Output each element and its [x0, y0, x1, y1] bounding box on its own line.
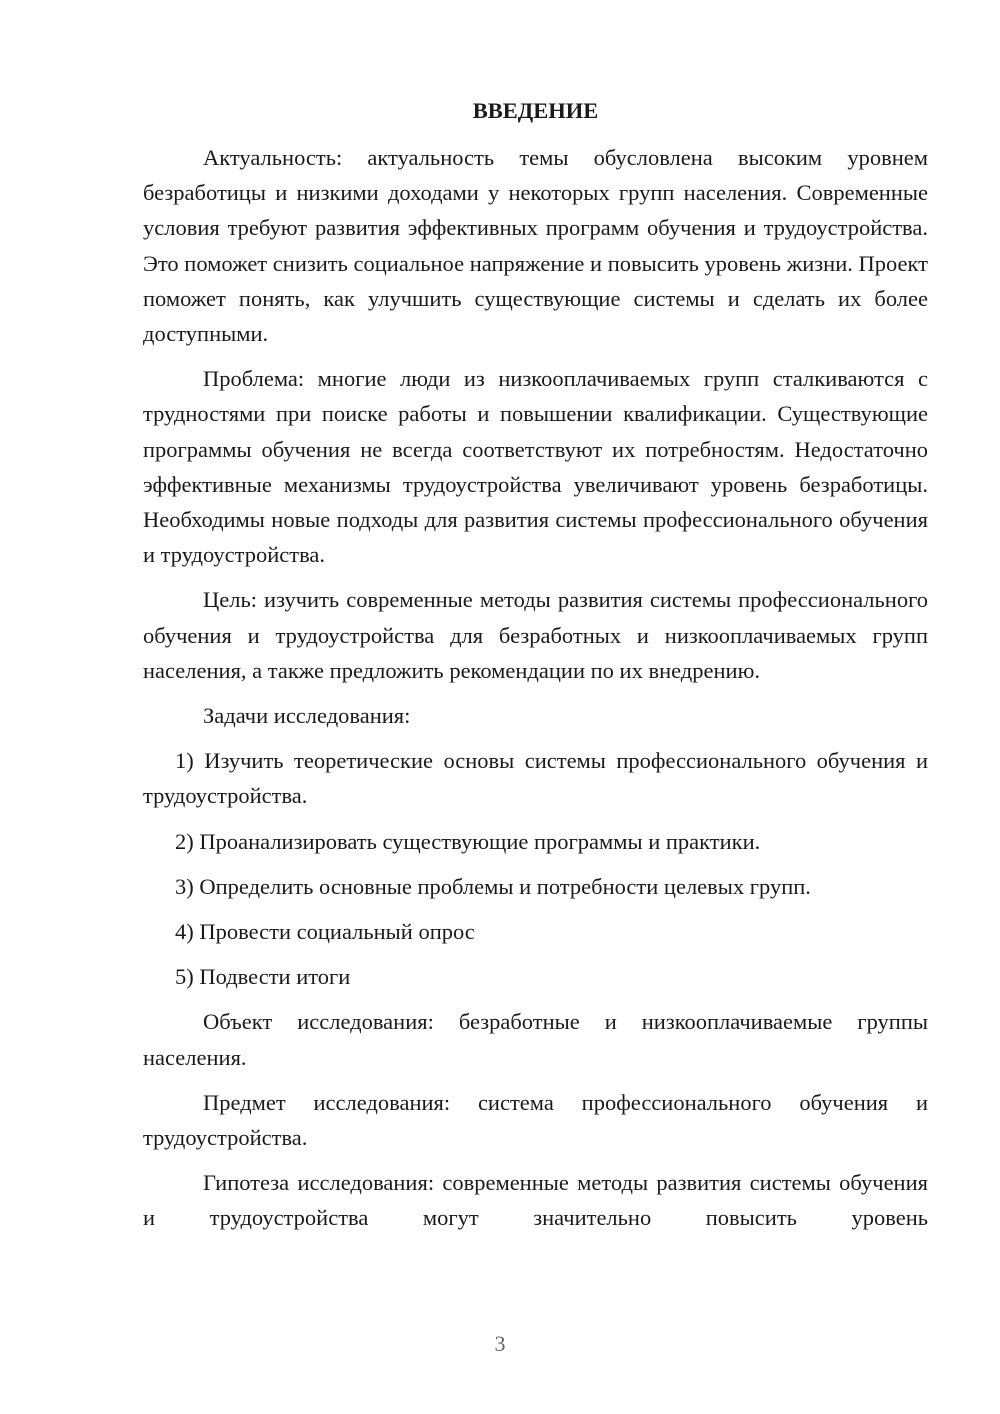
task-item: 4) Провести социальный опрос: [175, 919, 475, 945]
task-item: 3) Определить основные проблемы и потребности целевых групп.: [175, 873, 811, 899]
page-number: 3: [494, 1331, 506, 1356]
paragraph-problem: Проблема: многие люди из низкооплачиваемых групп сталкиваются с трудностями при поиске работы и повышении квалификации. Существующие программы обучения не всегда соответствуют их потребностям. Недостаточно эффективные механизмы трудоустройства увеличивают уровень безработицы. Необходимы новые подходы для развития системы профессионального обучения и трудоустройства.: [143, 366, 928, 568]
task-item: 1) Изучить теоретические основы системы профессионального обучения и трудоустройства.: [143, 748, 928, 809]
task-item: 5) Подвести итоги: [175, 964, 351, 990]
page-title: ВВЕДЕНИЕ: [472, 98, 599, 123]
paragraph-goal: Цель: изучить современные методы развития системы профессионального обучения и трудоустройства для безработных и низкооплачиваемых групп населения, а также предложить рекомендации по их внедрению.: [143, 587, 928, 683]
paragraph-hypothesis: Гипотеза исследования: современные методы развития системы обучения и трудоустройства могут значительно повысить уровень: [143, 1170, 928, 1231]
task-item: 2) Проанализировать существующие программы и практики.: [175, 828, 761, 854]
paragraph-object: Объект исследования: безработные и низкооплачиваемые группы населения.: [143, 1009, 928, 1070]
page-body: [143, 92, 928, 1246]
paragraph-tasks-heading: Задачи исследования:: [203, 703, 411, 729]
paragraph-relevance: Актуальность: актуальность темы обусловлена высоким уровнем безработицы и низкими доходами у некоторых групп населения. Современные условия требуют развития эффективных программ обучения и трудоустройства. Это поможет снизить социальное напряжение и повысить уровень жизни. Проект поможет понять, как улучшить существующие системы и сделать их более доступными.: [143, 145, 928, 347]
paragraph-subject: Предмет исследования: система профессионального обучения и трудоустройства.: [143, 1089, 928, 1151]
